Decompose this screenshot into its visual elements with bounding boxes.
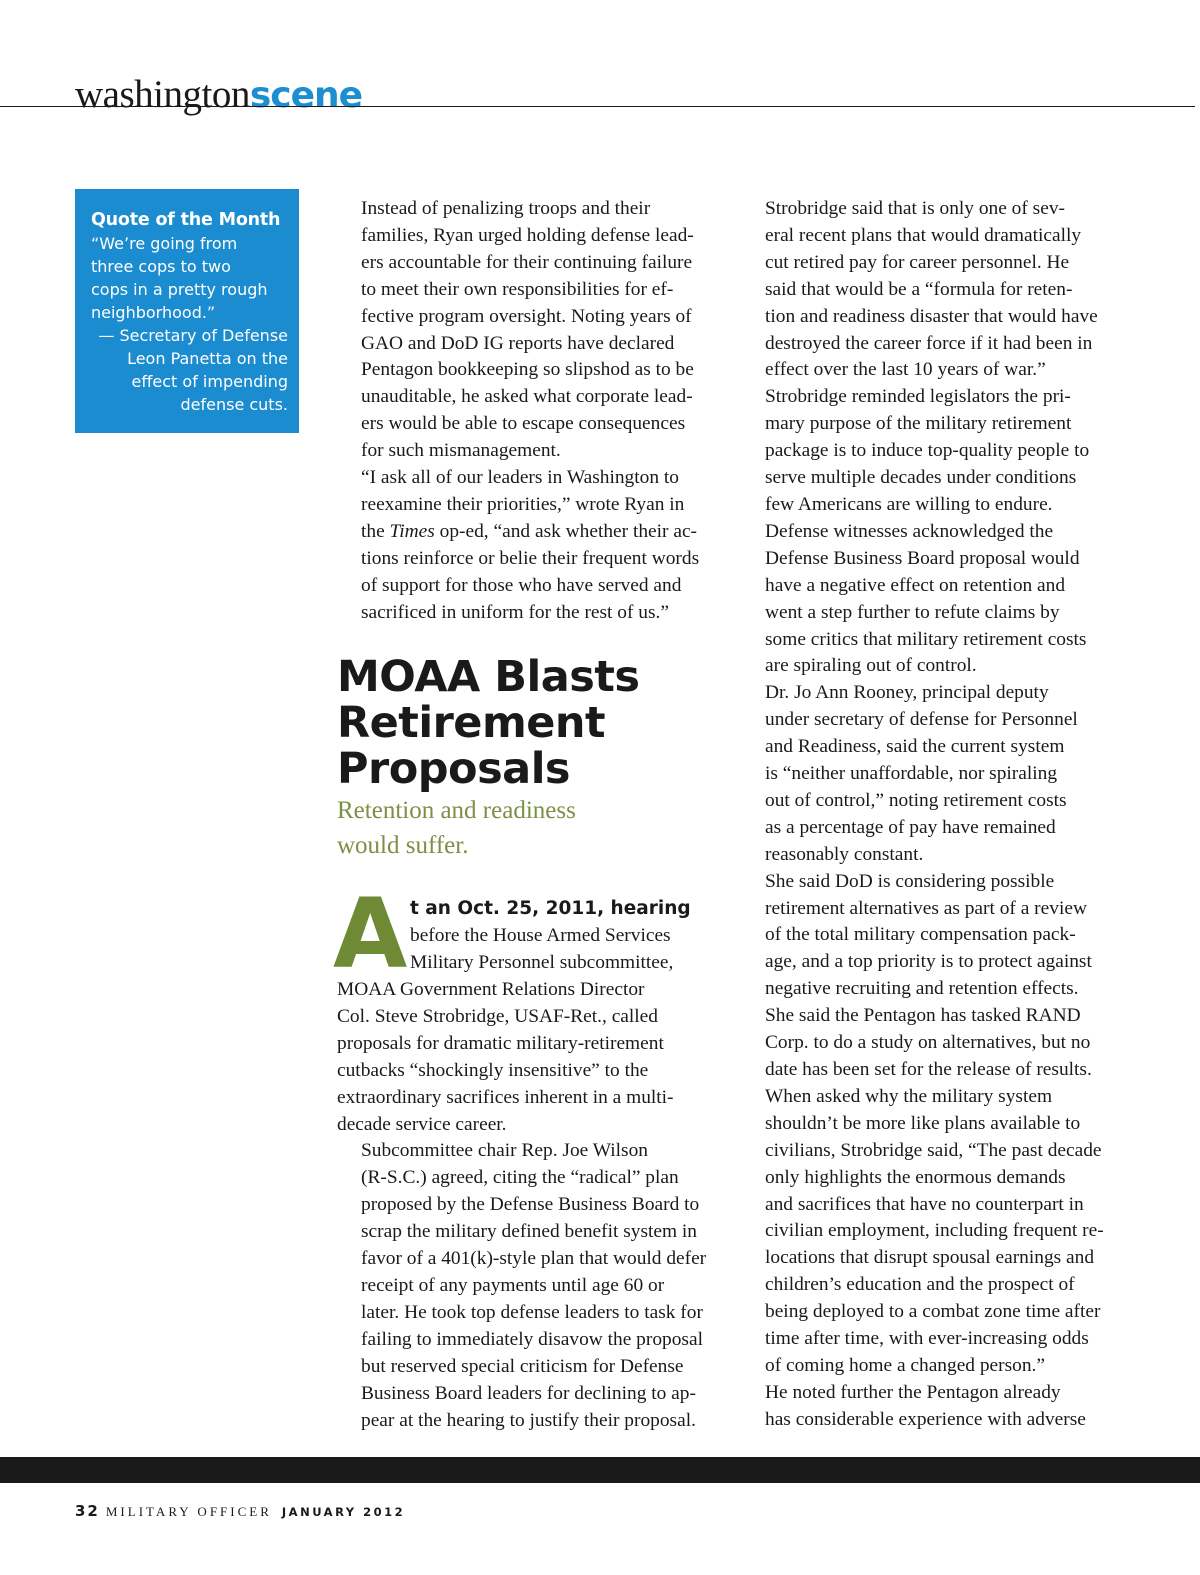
text-run: the bbox=[361, 520, 390, 542]
magazine-name: MILITARY OFFICER bbox=[105, 1504, 272, 1519]
headline-line: Proposals bbox=[337, 744, 571, 794]
text-line: MOAA Government Relations Director bbox=[337, 979, 645, 1000]
text-line: mary purpose of the military retirement bbox=[765, 413, 1072, 435]
text-line: proposals for dramatic military-retirement bbox=[337, 1032, 664, 1054]
paragraph bbox=[337, 465, 717, 626]
footer-bar bbox=[0, 1457, 1200, 1483]
lead-in: t an Oct. 25, 2011, hearing bbox=[410, 898, 691, 919]
text-line: When asked why the military system bbox=[765, 1085, 1053, 1107]
text-line: for such mismanagement. bbox=[361, 440, 561, 462]
paragraph bbox=[741, 869, 1121, 1084]
text-line: said that would be a “formula for reten- bbox=[765, 278, 1073, 300]
text-line: ers would be able to escape consequences bbox=[361, 413, 686, 435]
article-headline bbox=[337, 654, 717, 792]
text-line: civilian employment, including frequent re- bbox=[765, 1220, 1104, 1242]
text-line: cut retired pay for career personnel. He bbox=[765, 251, 1070, 273]
quote-attribution: — Secretary of Defense Leon Panetta on the effect of impending defense cuts. bbox=[98, 326, 288, 414]
text-line: but reserved special criticism for Defense bbox=[361, 1355, 684, 1377]
section-title-part1: washington bbox=[75, 73, 250, 116]
text-line: decade service career. bbox=[337, 1113, 507, 1135]
text-line: package is to induce top-quality people to bbox=[765, 440, 1090, 462]
text-line: Defense witnesses acknowledged the bbox=[765, 520, 1054, 542]
text-line: of support for those who have served and bbox=[361, 574, 682, 596]
text-run: op-ed, “and ask whether their ac- bbox=[434, 520, 698, 542]
text-line: tions reinforce or belie their frequent words bbox=[361, 547, 700, 569]
text-line: Dr. Jo Ann Rooney, principal deputy bbox=[765, 682, 1049, 704]
deck-line: would suffer. bbox=[337, 831, 469, 859]
text-line: being deployed to a combat zone time after bbox=[765, 1301, 1101, 1323]
text-line: civilians, Strobridge said, “The past decade bbox=[765, 1139, 1102, 1161]
paragraph bbox=[741, 519, 1121, 680]
text-line: Col. Steve Strobridge, USAF-Ret., called bbox=[337, 1005, 658, 1027]
text-line: Military Personnel subcommittee, bbox=[410, 951, 674, 973]
text-line: under secretary of defense for Personnel bbox=[765, 709, 1078, 731]
text-line: have a negative effect on retention and bbox=[765, 574, 1066, 596]
text-line: Instead of penalizing troops and their bbox=[361, 198, 651, 219]
text-line: Strobridge reminded legislators the pri- bbox=[765, 386, 1071, 408]
text-line: to meet their own responsibilities for ef- bbox=[361, 278, 674, 300]
article-body bbox=[337, 977, 717, 1434]
italic-publication-name: Times bbox=[389, 520, 435, 542]
text-line bbox=[337, 519, 717, 546]
quote-of-the-month-box bbox=[75, 189, 299, 433]
text-line: receipt of any payments until age 60 or bbox=[361, 1274, 665, 1296]
text-line: unauditable, he asked what corporate lead- bbox=[361, 386, 693, 408]
text-line: is “neither unaffordable, nor spiraling bbox=[765, 763, 1058, 785]
article-deck bbox=[337, 794, 717, 863]
text-line: Subcommittee chair Rep. Joe Wilson bbox=[361, 1140, 648, 1162]
text-line: shouldn’t be more like plans available to bbox=[765, 1112, 1081, 1134]
text-line: of the total military compensation pack- bbox=[765, 924, 1076, 946]
deck-line: Retention and readiness bbox=[337, 797, 576, 824]
text-line: extraordinary sacrifices inherent in a multi- bbox=[337, 1086, 674, 1108]
section-title-part2: scene bbox=[249, 75, 363, 116]
text-line: as a percentage of pay have remained bbox=[765, 816, 1056, 838]
text-line: retirement alternatives as part of a review bbox=[765, 897, 1087, 919]
text-line: failing to immediately disavow the proposal bbox=[361, 1328, 703, 1350]
headline-line: Retirement bbox=[337, 698, 606, 748]
text-line: only highlights the enormous demands bbox=[765, 1166, 1066, 1188]
article-intro bbox=[410, 896, 720, 977]
text-line: fective program oversight. Noting years of bbox=[361, 305, 692, 327]
text-line: of coming home a changed person.” bbox=[765, 1354, 1045, 1376]
text-line: (R-S.C.) agreed, citing the “radical” plan bbox=[361, 1167, 679, 1189]
quote-title: Quote of the Month bbox=[91, 210, 281, 230]
text-line: some critics that military retirement costs bbox=[765, 628, 1087, 650]
text-line: eral recent plans that would dramatically bbox=[765, 224, 1082, 246]
text-line: favor of a 401(k)-style plan that would defer bbox=[361, 1248, 707, 1270]
paragraph bbox=[741, 196, 1121, 384]
text-line: has considerable experience with adverse bbox=[765, 1408, 1086, 1430]
page-footer bbox=[75, 1502, 405, 1520]
text-line: GAO and DoD IG reports have declared bbox=[361, 332, 675, 354]
text-line: scrap the military defined benefit system in bbox=[361, 1221, 698, 1243]
header-rule bbox=[0, 106, 1195, 107]
text-line: Defense Business Board proposal would bbox=[765, 547, 1080, 569]
text-line: before the House Armed Services bbox=[410, 924, 671, 946]
text-line: Business Board leaders for declining to ap- bbox=[361, 1382, 696, 1404]
text-line: sacrificed in uniform for the rest of us.” bbox=[361, 601, 669, 623]
text-line: and Readiness, said the current system bbox=[765, 736, 1065, 758]
text-line: Strobridge said that is only one of sev- bbox=[765, 198, 1065, 219]
text-line: later. He took top defense leaders to task for bbox=[361, 1301, 703, 1323]
text-line: children’s education and the prospect of bbox=[765, 1274, 1075, 1296]
text-line: and sacrifices that have no counterpart in bbox=[765, 1193, 1084, 1215]
text-line: cutbacks “shockingly insensitive” to the bbox=[337, 1059, 649, 1081]
text-line: reasonably constant. bbox=[765, 843, 924, 865]
text-line: few Americans are willing to endure. bbox=[765, 493, 1053, 515]
drop-cap: A bbox=[333, 878, 408, 990]
text-line: She said DoD is considering possible bbox=[765, 870, 1055, 892]
text-line: serve multiple decades under conditions bbox=[765, 467, 1077, 489]
paragraph bbox=[741, 384, 1121, 519]
text-line: time after time, with ever-increasing odds bbox=[765, 1328, 1089, 1350]
text-line: date has been set for the release of results. bbox=[765, 1059, 1092, 1080]
paragraph bbox=[741, 1380, 1121, 1434]
page-number: 32 bbox=[75, 1502, 100, 1520]
paragraph bbox=[741, 680, 1121, 868]
text-line: effect over the last 10 years of war.” bbox=[765, 359, 1046, 381]
text-line: locations that disrupt spousal earnings and bbox=[765, 1247, 1095, 1269]
text-line: He noted further the Pentagon already bbox=[765, 1381, 1061, 1403]
text-line: age, and a top priority is to protect against bbox=[765, 951, 1092, 973]
paragraph bbox=[741, 1084, 1121, 1380]
text-line: pear at the hearing to justify their proposal. bbox=[361, 1409, 696, 1431]
text-line: reexamine their priorities,” wrote Ryan in bbox=[361, 493, 685, 515]
text-line: Corp. to do a study on alternatives, but no bbox=[765, 1032, 1091, 1054]
text-line: are spiraling out of control. bbox=[765, 655, 977, 677]
text-line: “I ask all of our leaders in Washington to bbox=[361, 467, 679, 489]
text-line: ers accountable for their continuing failure bbox=[361, 251, 693, 273]
text-line: Pentagon bookkeeping so slipshod as to be bbox=[361, 359, 694, 381]
right-column-text bbox=[741, 196, 1121, 1434]
text-line: out of control,” noting retirement costs bbox=[765, 789, 1067, 811]
paragraph bbox=[337, 977, 717, 1138]
text-line: proposed by the Defense Business Board to bbox=[361, 1194, 700, 1216]
text-line: tion and readiness disaster that would have bbox=[765, 305, 1098, 327]
section-header bbox=[75, 72, 362, 119]
headline-line: MOAA Blasts bbox=[337, 652, 640, 702]
issue-date: JANUARY 2012 bbox=[281, 1505, 406, 1519]
paragraph bbox=[337, 196, 717, 465]
text-line: families, Ryan urged holding defense lead- bbox=[361, 224, 694, 246]
text-line: negative recruiting and retention effects. bbox=[765, 978, 1079, 1000]
text-line: She said the Pentagon has tasked RAND bbox=[765, 1005, 1081, 1027]
quote-text: “We’re going from three cops to two cops in a pretty rough neighborhood.” bbox=[91, 234, 268, 322]
middle-column-continued-text bbox=[337, 196, 717, 627]
paragraph bbox=[337, 1138, 717, 1434]
text-line: destroyed the career force if it had been in bbox=[765, 332, 1093, 354]
text-line: went a step further to refute claims by bbox=[765, 601, 1060, 623]
